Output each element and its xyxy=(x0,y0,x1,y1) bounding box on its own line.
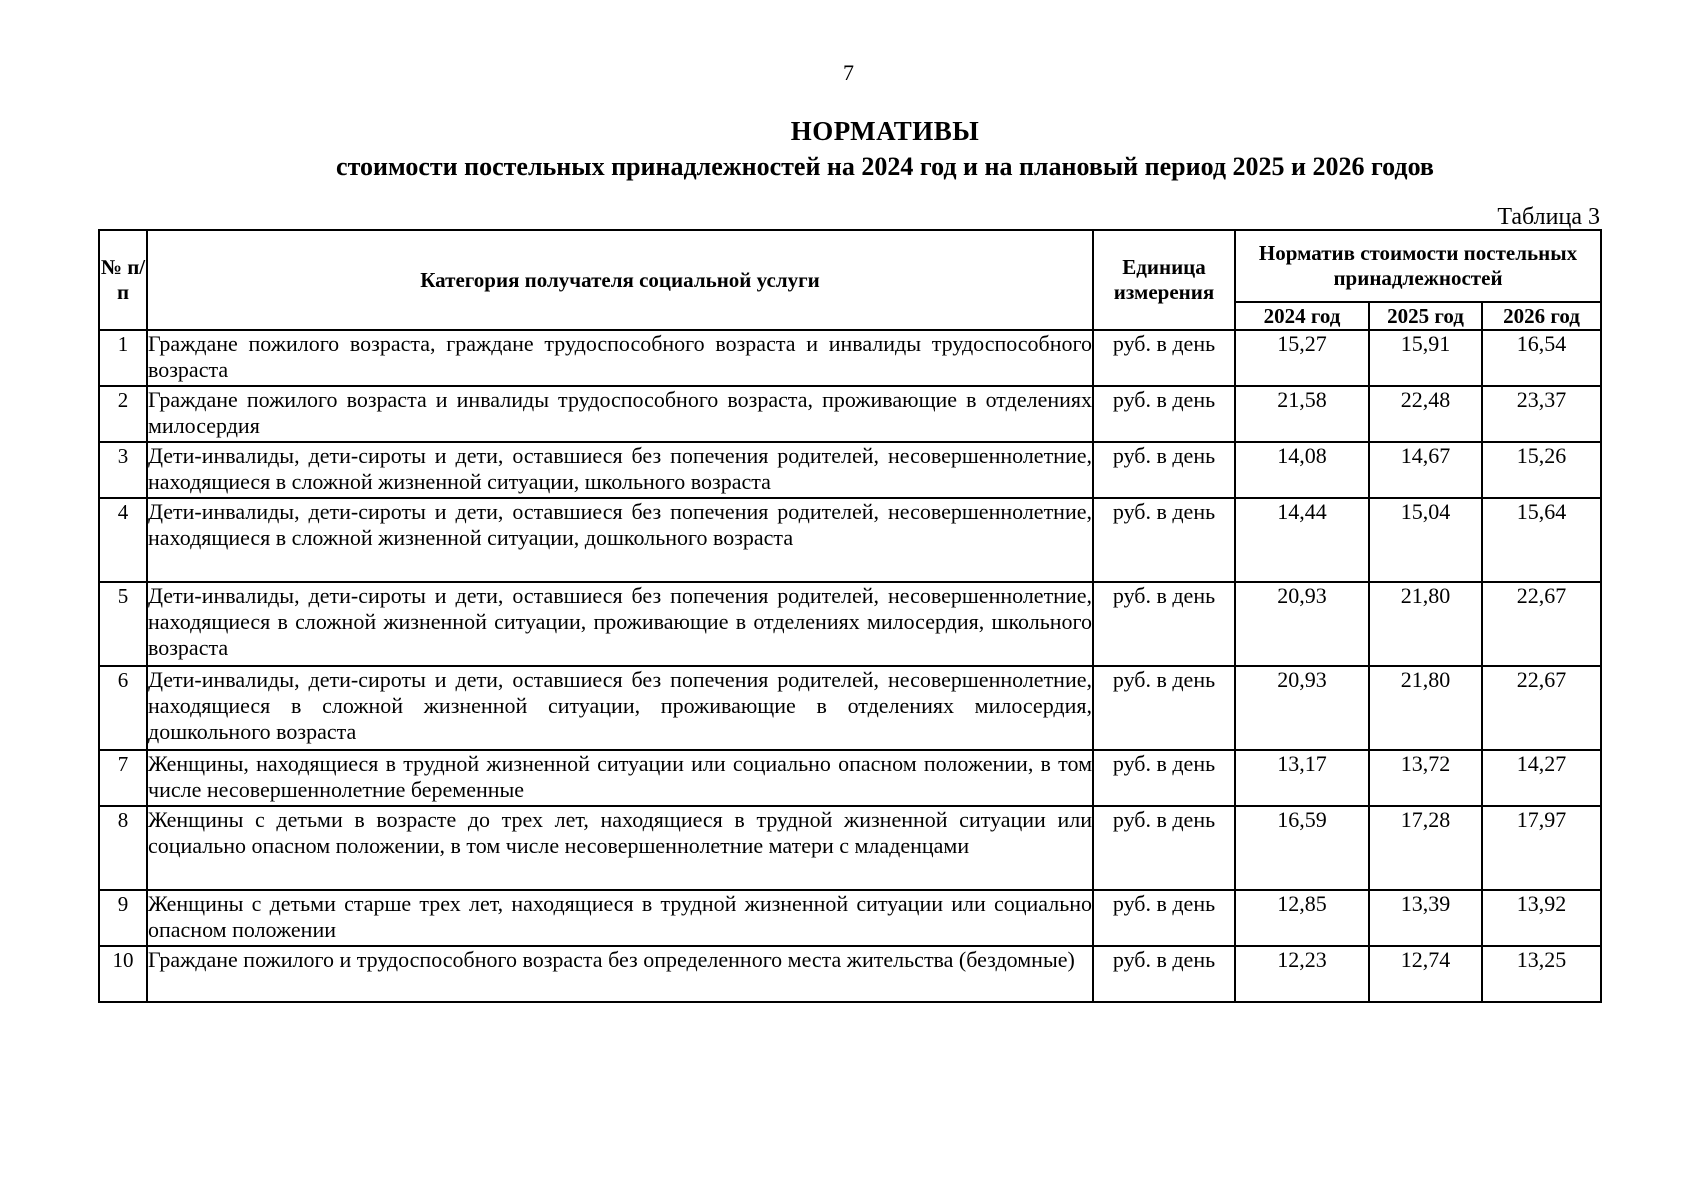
header-year-2026: 2026 год xyxy=(1482,302,1601,330)
row-category: Дети-инвалиды, дети-сироты и дети, оставшиеся без попечения родителей, несовершеннолетние, находящиеся в сложной жизненной ситуации, проживающие в отделениях милосердия, школьного возраста xyxy=(147,582,1093,666)
table-row xyxy=(99,442,1601,498)
row-value-2025: 22,48 xyxy=(1369,386,1482,442)
row-unit: руб. в день xyxy=(1093,750,1235,806)
row-unit: руб. в день xyxy=(1093,330,1235,386)
row-value-2024: 15,27 xyxy=(1235,330,1369,386)
row-value-2025: 21,80 xyxy=(1369,666,1482,750)
row-value-2024: 14,08 xyxy=(1235,442,1369,498)
row-number: 2 xyxy=(99,386,147,442)
table-row xyxy=(99,582,1601,666)
row-value-2026: 15,26 xyxy=(1482,442,1601,498)
row-value-2024: 14,44 xyxy=(1235,498,1369,582)
row-category: Дети-инвалиды, дети-сироты и дети, оставшиеся без попечения родителей, несовершеннолетние, находящиеся в сложной жизненной ситуации, школьного возраста xyxy=(147,442,1093,498)
row-category: Граждане пожилого возраста и инвалиды трудоспособного возраста, проживающие в отделениях милосердия xyxy=(147,386,1093,442)
row-value-2026: 22,67 xyxy=(1482,666,1601,750)
table-caption: Таблица 3 xyxy=(1497,204,1600,230)
row-value-2026: 15,64 xyxy=(1482,498,1601,582)
row-number: 6 xyxy=(99,666,147,750)
row-value-2025: 21,80 xyxy=(1369,582,1482,666)
row-value-2025: 12,74 xyxy=(1369,946,1482,1002)
document-title: НОРМАТИВЫ xyxy=(790,116,980,146)
row-value-2025: 15,04 xyxy=(1369,498,1482,582)
row-unit: руб. в день xyxy=(1093,442,1235,498)
row-number: 4 xyxy=(99,498,147,582)
row-category: Женщины с детьми старше трех лет, находящиеся в трудной жизненной ситуации или социально опасном положении xyxy=(147,890,1093,946)
table-row xyxy=(99,498,1601,582)
row-unit: руб. в день xyxy=(1093,386,1235,442)
header-num: № п/п xyxy=(99,230,147,330)
table-body xyxy=(99,330,1601,1002)
row-value-2024: 21,58 xyxy=(1235,386,1369,442)
row-unit: руб. в день xyxy=(1093,498,1235,582)
row-category: Дети-инвалиды, дети-сироты и дети, оставшиеся без попечения родителей, несовершеннолетние, находящиеся в сложной жизненной ситуации, проживающие в отделениях милосердия, дошкольного возраста xyxy=(147,666,1093,750)
row-unit: руб. в день xyxy=(1093,890,1235,946)
row-number: 1 xyxy=(99,330,147,386)
table-row xyxy=(99,806,1601,890)
row-number: 7 xyxy=(99,750,147,806)
row-value-2025: 17,28 xyxy=(1369,806,1482,890)
row-unit: руб. в день xyxy=(1093,946,1235,1002)
row-category: Граждане пожилого и трудоспособного возраста без определенного места жительства (бездомные) xyxy=(147,946,1093,1002)
row-number: 5 xyxy=(99,582,147,666)
table-row xyxy=(99,666,1601,750)
row-value-2024: 12,85 xyxy=(1235,890,1369,946)
row-value-2025: 15,91 xyxy=(1369,330,1482,386)
header-year-2024: 2024 год xyxy=(1235,302,1369,330)
row-value-2024: 13,17 xyxy=(1235,750,1369,806)
row-category: Женщины с детьми в возрасте до трех лет, находящиеся в трудной жизненной ситуации или социально опасном положении, в том числе несовершеннолетние матери с младенцами xyxy=(147,806,1093,890)
row-value-2025: 14,67 xyxy=(1369,442,1482,498)
row-category: Граждане пожилого возраста, граждане трудоспособного возраста и инвалиды трудоспособного возраста xyxy=(147,330,1093,386)
table-row xyxy=(99,890,1601,946)
row-value-2026: 14,27 xyxy=(1482,750,1601,806)
table-row xyxy=(99,946,1601,1002)
row-category: Дети-инвалиды, дети-сироты и дети, оставшиеся без попечения родителей, несовершеннолетние, находящиеся в сложной жизненной ситуации, дошкольного возраста xyxy=(147,498,1093,582)
header-year-2025: 2025 год xyxy=(1369,302,1482,330)
row-value-2026: 22,67 xyxy=(1482,582,1601,666)
row-value-2024: 16,59 xyxy=(1235,806,1369,890)
header-norm: Норматив стоимости постельных принадлежностей xyxy=(1235,230,1601,302)
page-number: 7 xyxy=(843,60,854,85)
row-unit: руб. в день xyxy=(1093,806,1235,890)
row-value-2026: 16,54 xyxy=(1482,330,1601,386)
row-category: Женщины, находящиеся в трудной жизненной ситуации или социально опасном положении, в том числе несовершеннолетние беременные xyxy=(147,750,1093,806)
row-value-2026: 17,97 xyxy=(1482,806,1601,890)
table-header xyxy=(99,230,1601,330)
row-value-2025: 13,39 xyxy=(1369,890,1482,946)
row-value-2026: 13,92 xyxy=(1482,890,1601,946)
norms-table xyxy=(98,229,1602,1003)
row-value-2026: 23,37 xyxy=(1482,386,1601,442)
row-value-2026: 13,25 xyxy=(1482,946,1601,1002)
table-row xyxy=(99,386,1601,442)
row-number: 3 xyxy=(99,442,147,498)
row-number: 9 xyxy=(99,890,147,946)
row-unit: руб. в день xyxy=(1093,582,1235,666)
header-unit: Единица измерения xyxy=(1093,230,1235,330)
row-value-2024: 20,93 xyxy=(1235,582,1369,666)
table-row xyxy=(99,750,1601,806)
header-category: Категория получателя социальной услуги xyxy=(147,230,1093,330)
row-unit: руб. в день xyxy=(1093,666,1235,750)
row-value-2024: 20,93 xyxy=(1235,666,1369,750)
row-number: 8 xyxy=(99,806,147,890)
document-subtitle: стоимости постельных принадлежностей на 2024 год и на плановый период 2025 и 2026 годов xyxy=(336,152,1434,181)
row-value-2024: 12,23 xyxy=(1235,946,1369,1002)
row-number: 10 xyxy=(99,946,147,1002)
table-row xyxy=(99,330,1601,386)
row-value-2025: 13,72 xyxy=(1369,750,1482,806)
